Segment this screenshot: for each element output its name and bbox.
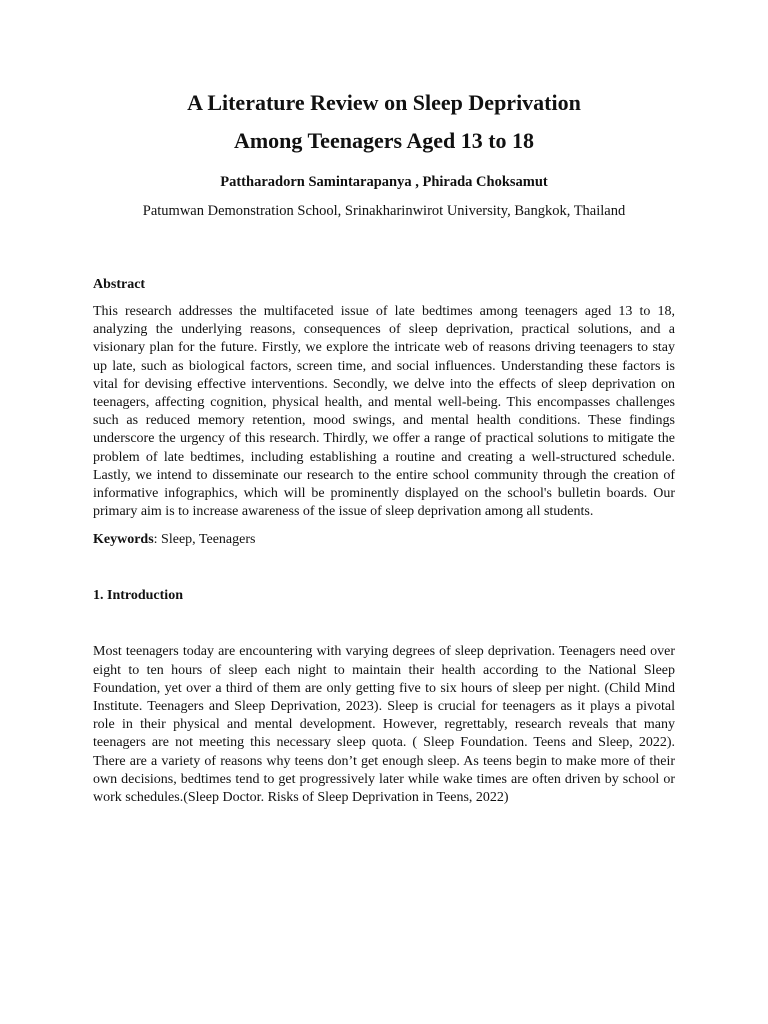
abstract-heading: Abstract (93, 277, 146, 292)
abstract-body: This research addresses the multifaceted issue of late bedtimes among teenagers aged 13 to 18, analyzing the underlying reasons, consequences of sleep deprivation, practical solutions, and a visionary plan for the future. Firstly, we explore the intricate web of reasons driving teenagers to stay up late, such as biological factors, screen time, and social influences. Understanding these factors is vital for devising effective interventions. Secondly, we delve into the effects of sleep deprivation on teenagers, affecting cognition, physical health, and mental well-being. This encompasses challenges such as reduced memory retention, mood swings, and mental health conditions. These findings underscore the urgency of this research. Thirdly, we offer a range of practical solutions to mitigate the problem of late bedtimes, including establishing a routine and creating a well-structured schedule. Lastly, we intend to disseminate our research to the entire school community through the creation of informative infographics, which will be prominently displayed on the school's bulletin boards. Our primary aim is to increase awareness of the issue of sleep deprivation among all students. (93, 304, 675, 520)
introduction-heading: 1. Introduction (93, 588, 183, 604)
title-line-1: A Literature Review on Sleep Deprivation (187, 90, 581, 115)
keywords-line (93, 531, 675, 549)
authors: Pattharadorn Samintarapanya , Phirada Choksamut (220, 174, 548, 190)
keywords-value: : Sleep, Teenagers (153, 532, 256, 548)
introduction-body: Most teenagers today are encountering with varying degrees of sleep deprivation. Teenagers need over eight to ten hours of sleep each night to maintain their health according to the National Sleep Foundation, yet over a third of them are only getting five to six hours of sleep per night. (Child Mind Institute. Teenagers and Sleep Deprivation, 2023). Sleep is crucial for teenagers as it plays a pivotal role in their physical and mental development. However, regrettably, research reveals that many teenagers are not meeting this necessary sleep quota. ( Sleep Foundation. Teens and Sleep, 2022). There are a variety of reasons why teens don’t get enough sleep. As teens begin to make more of their own decisions, bedtimes tend to get progressively later while wake times are often driven by school or work schedules.(Sleep Doctor. Risks of Sleep Deprivation in Teens, 2022) (93, 644, 675, 806)
affiliation: Patumwan Demonstration School, Srinakharinwirot University, Bangkok, Thailand (142, 203, 626, 219)
paper-title (93, 0, 675, 160)
title-line-2: Among Teenagers Aged 13 to 18 (233, 128, 535, 153)
keywords-label: Keywords (93, 532, 154, 548)
